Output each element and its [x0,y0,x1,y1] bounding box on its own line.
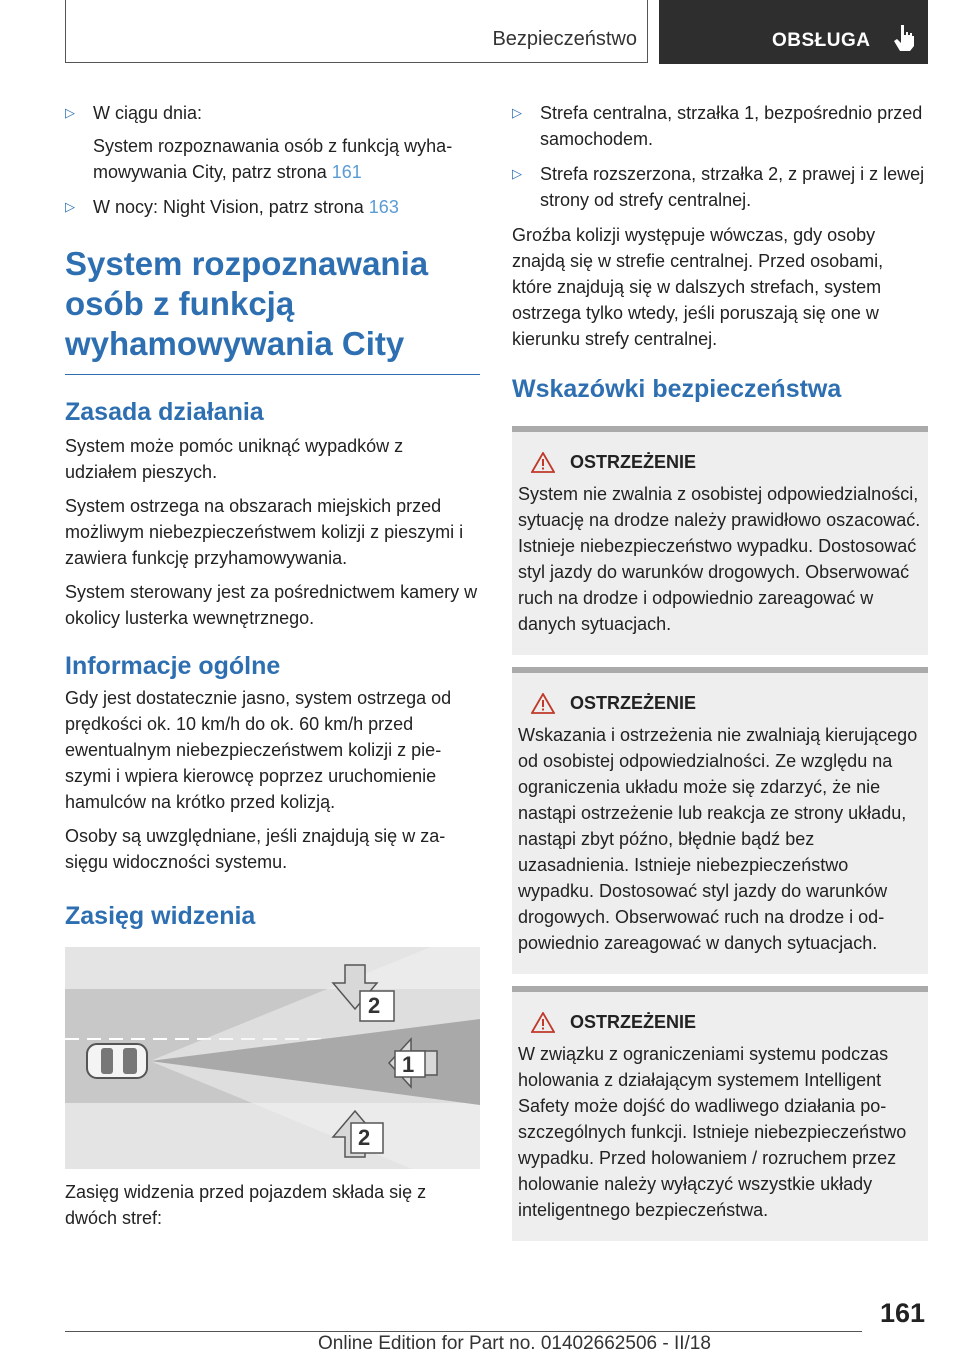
warning-text: System nie zwalnia z osobistej odpowiedzialności, sytuację na drodze należy prawidłowo oszacować. Istnieje niebezpieczeństwo wypadku. Dostosować styl jazdy do warunków drogowych. Obserwować ruch na drodze i odpowiednio zareagować w danych sytuacjach. [518,484,921,634]
triangle-bullet-icon: ▷ [512,166,522,181]
list-item [65,194,480,220]
hand-pointer-icon [893,24,915,52]
heading-informacje: Informacje ogólne [65,652,281,680]
triangle-bullet-icon: ▷ [65,105,75,120]
diagram-label-1: 1 [402,1052,415,1077]
warning-title: OSTRZEŻENIE [570,693,697,713]
warning-title: OSTRZEŻENIE [570,1012,697,1032]
warning-triangle-icon [531,1012,555,1033]
page-link-161[interactable]: 161 [331,162,362,182]
warning-header [518,693,922,714]
warning-box [512,667,928,974]
diagram-caption: Zasięg widzenia przed pojazdem składa się z dwóch stref: [65,1182,427,1228]
header-section-title: Bezpieczeństwo [492,28,637,50]
warning-text: W związku z ograniczeniami systemu podczas holowania z działającym systemem Intelligent Safety może dojść do wadliwego działania poszczególnych funkcji. Istnieje niebezpieczeństwo wypadku. Przed holowaniem / rozruchem przez holowanie należy wyłączyć wszystkie układy inteligentnego bezpieczeństwa. [518,1044,907,1220]
bullet-text: W nocy: Night Vision, patrz strona [93,197,369,217]
bullet-subtext [93,133,480,185]
bullet-text: Strefa centralna, strzałka 1, bezpośrednio przed samochodem. [540,103,923,149]
paragraph: Gdy jest dostatecznie jasno, system ostrzega od prędkości ok. 10 km/h do ok. 60 km/h przed ewentualnym niebezpieczeństwem kolizji z pieszymi i wpiera kierowcę poprzez uruchomienie hamulców na krótko przed kolizją. [65,688,452,812]
right-column [512,100,928,1241]
paragraph: Osoby są uwzględniane, jeśli znajdują się w zasięgu widoczności systemu. [65,826,446,872]
diagram-label-2-top: 2 [368,993,381,1018]
page-number: 161 [880,1298,926,1328]
triangle-bullet-icon: ▷ [65,199,75,214]
bullet-subtext-text: System rozpoznawania osób z funkcją wyhamowywania City, patrz strona [93,136,453,182]
triangle-bullet-icon: ▷ [512,105,522,120]
warning-header [518,452,922,473]
section-title: System rozpoznawania osób z funkcją wyhamowywania City [65,245,429,362]
diagram-label-2-bottom: 2 [358,1125,371,1150]
footer-edition: Online Edition for Part no. 01402662506 - II/18 [318,1333,711,1354]
warning-box [512,426,928,655]
page-header [65,0,928,64]
heading-zasieg: Zasięg widzenia [65,902,256,930]
left-column [65,100,480,1239]
footer-divider [65,1331,862,1332]
title-divider [65,374,480,375]
heading-zasada: Zasada działania [65,398,264,426]
warning-title: OSTRZEŻENIE [570,452,697,472]
page-link-163[interactable]: 163 [368,197,399,217]
warning-triangle-icon [531,452,555,473]
header-chapter-tab[interactable] [659,0,928,64]
list-item [512,100,928,152]
bullet-text: W ciągu dnia: [93,103,203,123]
detection-range-diagram [65,947,480,1169]
list-item [65,100,480,185]
paragraph: System może pomóc uniknąć wypadków z udziałem pieszych. [65,436,404,482]
header-section-box [65,0,648,63]
warning-text: Wskazania i ostrzeżenia nie zwalniają kierującego od osobistej odpowiedzialności. Ze względu na ograniczenia układu może się zdarzyć, że nie nastąpi ostrzeżenie lub reakcja ze strony układu, nastąpi zbyt późno, błędnie bądź bez uzasadnienia. Istnieje niebezpieczeństwo wypadku. Dostosować styl jazdy do warunków drogowych. Obserwować ruch na drodze i odpowiednio zareagować w danych sytuacjach. [518,725,918,953]
list-item [512,161,928,213]
header-chapter-title: OBSŁUGA [772,30,871,51]
heading-wskazowki: Wskazówki bezpieczeństwa [512,375,842,403]
warning-triangle-icon [531,693,555,714]
car-icon [87,1044,147,1078]
warning-header [518,1012,922,1033]
paragraph: System ostrzega na obszarach miejskich przed możliwym niebezpieczeństwem kolizji z pieszymi i zawiera funkcję przyhamowywania. [65,496,464,568]
paragraph: Groźba kolizji występuje wówczas, gdy osoby znajdą się w strefie centralnej. Przed osobami, które znajdują się w dalszych strefach, system ostrzega tylko wtedy, jeśli poruszają się one w kierunku strefy centralnej. [512,225,884,349]
bullet-text: Strefa rozszerzona, strzałka 2, z prawej i z lewej strony od strefy centralnej. [540,164,925,210]
paragraph: System sterowany jest za pośrednictwem kamery w okolicy lusterka wewnętrznego. [65,582,478,628]
warning-box [512,986,928,1241]
